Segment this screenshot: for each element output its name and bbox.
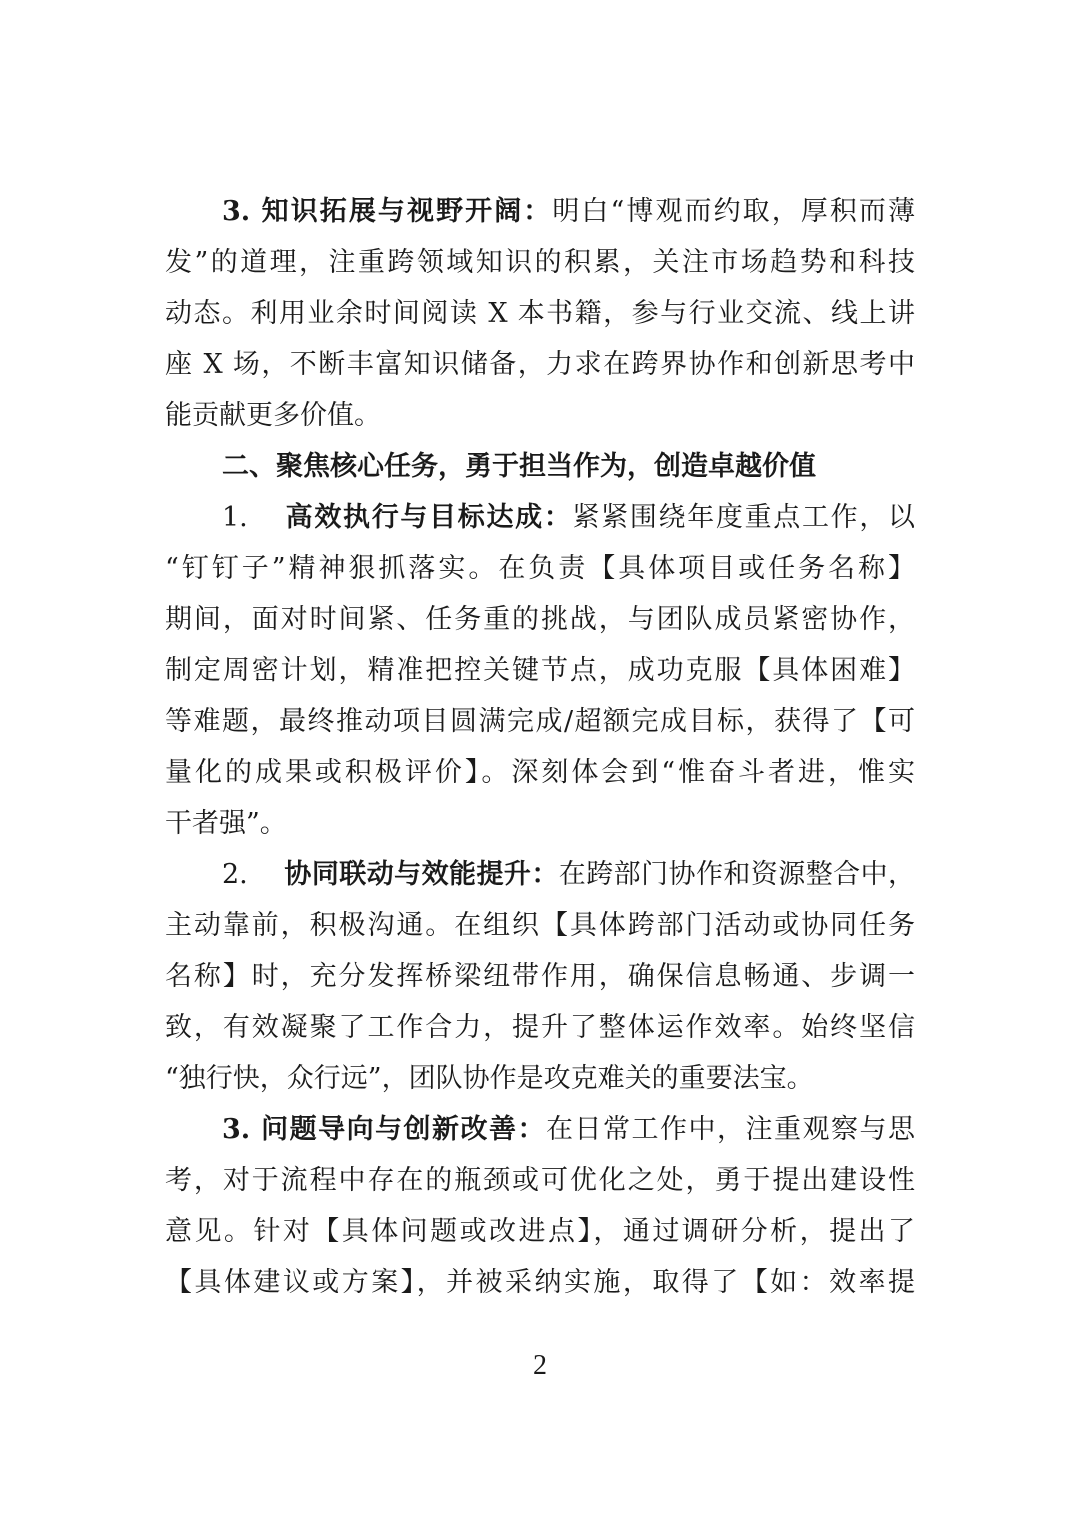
paragraph-line: 座 X 场，不断丰富知识储备，力求在跨界协作和创新思考中 — [165, 349, 915, 380]
paragraph-text: 在跨部门协作和资源整合中， — [558, 859, 915, 890]
paragraph-line: 发”的道理，注重跨领域知识的积累，关注市场趋势和科技 — [165, 247, 915, 278]
paragraph-lead: 3. 问题导向与创新改善： — [222, 1114, 547, 1145]
paragraph-line: 名称】时，充分发挥桥梁纽带作用，确保信息畅通、步调一 — [165, 961, 915, 992]
paragraph-lead: 高效执行与目标达成： — [284, 502, 573, 533]
paragraph-text: 紧紧围绕年度重点工作，以 — [572, 502, 915, 533]
paragraph-line: 主动靠前，积极沟通。在组织【具体跨部门活动或协同任务 — [165, 910, 915, 941]
paragraph-text: 在日常工作中，注重观察与思 — [546, 1114, 915, 1145]
paragraph-line: 期间，面对时间紧、任务重的挑战，与团队成员紧密协作， — [165, 604, 915, 635]
paragraph-line — [222, 857, 915, 893]
paragraph-line: 意见。针对【具体问题或改进点】，通过调研分析，提出了 — [165, 1216, 915, 1247]
paragraph-lead: 协同联动与效能提升： — [284, 859, 559, 890]
paragraph-number: 2. — [222, 859, 248, 890]
paragraph-line: 动态。利用业余时间阅读 X 本书籍，参与行业交流、线上讲 — [165, 298, 915, 329]
page-number: 2 — [533, 1350, 547, 1381]
paragraph-line — [222, 1112, 915, 1148]
paragraph-line: 致，有效凝聚了工作合力，提升了整体运作效率。始终坚信 — [165, 1012, 915, 1043]
paragraph-line: 【具体建议或方案】，并被采纳实施，取得了【如：效率提 — [165, 1267, 915, 1298]
paragraph-line: “钉钉子”精神狠抓落实。在负责【具体项目或任务名称】 — [165, 553, 915, 584]
paragraph-line: 干者强”。 — [165, 808, 287, 839]
paragraph-text: 明白“博观而约取，厚积而薄 — [552, 196, 915, 227]
paragraph-line — [222, 500, 915, 536]
paragraph-line: 能贡献更多价值。 — [165, 400, 381, 431]
paragraph-line: 考，对于流程中存在的瓶颈或可优化之处，勇于提出建设性 — [165, 1165, 915, 1196]
paragraph-number: 1. — [222, 502, 248, 533]
paragraph-lead: 3. 知识拓展与视野开阔： — [222, 196, 553, 227]
section-heading: 二、聚焦核心任务，勇于担当作为，创造卓越价值 — [222, 451, 816, 482]
paragraph-line: “独行快，众行远”，团队协作是攻克难关的重要法宝。 — [165, 1063, 814, 1094]
paragraph-line: 制定周密计划，精准把控关键节点，成功克服【具体困难】 — [165, 655, 915, 686]
paragraph-line — [222, 194, 915, 230]
paragraph-line: 等难题，最终推动项目圆满完成/超额完成目标，获得了【可 — [165, 706, 915, 737]
paragraph-line: 量化的成果或积极评价】。深刻体会到“惟奋斗者进，惟实 — [165, 757, 915, 788]
